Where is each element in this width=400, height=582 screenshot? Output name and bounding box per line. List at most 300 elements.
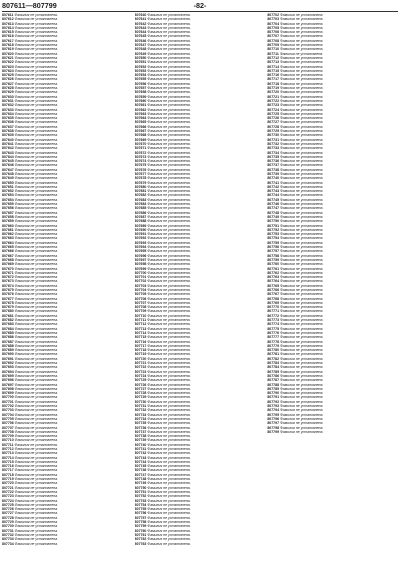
record-text: Фамилия не установлена. xyxy=(280,43,324,48)
record-number: 807676 xyxy=(2,292,14,297)
record-text: Фамилия не установлена. xyxy=(14,43,59,48)
record-text: Фамилия не установлена. xyxy=(147,378,191,383)
record-text: Фамилия не установлена. xyxy=(14,163,59,168)
record-text: Фамилия не установлена. xyxy=(147,146,191,151)
list-item xyxy=(2,542,133,546)
record-text: Фамилия не установлена. xyxy=(147,455,191,460)
record-text: Фамилия не установлена. xyxy=(14,116,59,121)
record-text: Фамилия не установлена. xyxy=(14,378,59,383)
record-number: 807785 xyxy=(267,369,280,374)
record-text: Фамилия не установлена. xyxy=(14,73,59,78)
record-number: 807728 xyxy=(267,124,280,129)
record-number: 807725 xyxy=(267,111,280,116)
record-number: 807662 xyxy=(2,232,14,237)
record-number: 807655 xyxy=(2,202,14,207)
record-number: 807754 xyxy=(267,236,280,241)
record-text: Фамилия не установлена. xyxy=(147,34,191,39)
record-text: Фамилия не установлена. xyxy=(14,270,59,275)
record-text: Фамилия не установлена. xyxy=(147,94,191,99)
record-number: 807690 xyxy=(134,227,147,232)
record-text: Фамилия не установлена. xyxy=(147,425,191,430)
record-number: 807734 xyxy=(2,541,14,546)
record-number: 807643 xyxy=(134,25,147,30)
record-text: Фамилия не установлена. xyxy=(147,73,191,78)
record-text: Фамилия не установлена. xyxy=(14,541,59,546)
record-text: Фамилия не установлена. xyxy=(14,266,59,271)
record-text: Фамилия не установлена. xyxy=(147,485,191,490)
record-number: 807647 xyxy=(2,167,14,172)
record-text: Фамилия не установлена. xyxy=(147,167,191,172)
column-2 xyxy=(135,13,266,580)
record-text: Фамилия не установлена. xyxy=(147,223,191,228)
record-text: Фамилия не установлена. xyxy=(14,288,59,292)
record-text: Фамилия не установлена. xyxy=(147,283,191,288)
record-text: Фамилия не установлена. xyxy=(147,240,191,245)
record-number: 807632 xyxy=(2,103,14,108)
record-number: 807744 xyxy=(134,459,147,464)
record-number: 807770 xyxy=(267,305,280,310)
record-text: Фамилия не установлена. xyxy=(14,455,59,460)
record-number: 807662 xyxy=(134,107,147,112)
record-number: 807657 xyxy=(134,86,147,91)
record-text: Фамилия не установлена. xyxy=(14,55,59,60)
record-text: Фамилия не установлена. xyxy=(147,206,191,211)
record-number: 807613 xyxy=(2,21,14,26)
record-number: 807721 xyxy=(2,485,14,490)
record-number: 807688 xyxy=(2,343,14,348)
record-number: 807696 xyxy=(2,378,14,383)
record-number: 807701 xyxy=(134,275,147,280)
record-number: 807717 xyxy=(134,343,147,348)
record-number: 807719 xyxy=(267,86,280,91)
record-text: Фамилия не установлена. xyxy=(14,60,59,65)
record-number: 807738 xyxy=(267,167,280,172)
record-text: Фамилия не установлена. xyxy=(280,343,324,348)
record-text: Фамилия не установлена. xyxy=(280,275,324,280)
record-text: Фамилия не установлена. xyxy=(14,94,59,99)
record-text: Фамилия не установлена. xyxy=(14,481,59,486)
record-number: 807719 xyxy=(2,477,14,482)
record-number: 807752 xyxy=(134,494,147,499)
record-number: 807699 xyxy=(2,391,14,396)
record-text: Фамилия не установлена. xyxy=(280,408,324,413)
record-number: 807771 xyxy=(267,309,280,314)
page-number: -82- xyxy=(193,1,207,10)
record-text: Фамилия не установлена. xyxy=(147,133,191,138)
record-text: Фамилия не установлена. xyxy=(280,236,324,241)
record-text: Фамилия не установлена. xyxy=(14,429,59,434)
record-text: Фамилия не установлена. xyxy=(14,412,59,417)
record-text: Фамилия не установлена. xyxy=(14,146,59,151)
record-number: 807787 xyxy=(267,378,280,383)
record-number: 807710 xyxy=(267,47,280,52)
record-text: Фамилия не установлена. xyxy=(280,98,324,103)
record-text: Фамилия не установлена. xyxy=(14,189,59,194)
record-number: 807792 xyxy=(267,399,280,404)
record-text: Фамилия не установлена. xyxy=(280,300,324,305)
record-number: 807637 xyxy=(2,124,14,129)
record-number: 807694 xyxy=(2,369,14,374)
record-number: 807702 xyxy=(2,404,14,409)
record-text: Фамилия не установлена. xyxy=(147,356,191,361)
record-number: 807693 xyxy=(2,365,14,370)
record-number: 807714 xyxy=(134,330,147,335)
record-text: Фамилия не установлена. xyxy=(147,253,191,258)
record-number: 807618 xyxy=(2,43,14,48)
record-number: 807621 xyxy=(2,55,14,60)
record-number: 807708 xyxy=(2,429,14,434)
record-number: 807679 xyxy=(2,305,14,310)
record-text: Фамилия не установлена. xyxy=(147,266,191,271)
record-text: Фамилия не установлена. xyxy=(147,55,191,60)
record-text: Фамилия не установлена. xyxy=(14,421,59,426)
record-text: Фамилия не установлена. xyxy=(147,176,191,181)
record-text: Фамилия не установлена. xyxy=(147,98,191,103)
record-number: 807672 xyxy=(2,275,14,280)
record-text: Фамилия не установлена. xyxy=(14,507,59,512)
record-text: Фамилия не установлена. xyxy=(147,408,191,413)
record-text: Фамилия не установлена. xyxy=(14,197,59,202)
record-number: 807687 xyxy=(2,339,14,344)
record-number: 807671 xyxy=(2,270,14,275)
record-number: 807728 xyxy=(2,515,14,520)
record-number: 807795 xyxy=(267,412,280,417)
record-text: Фамилия не установлена. xyxy=(147,64,191,69)
record-number: 807790 xyxy=(267,391,280,396)
record-text: Фамилия не установлена. xyxy=(14,141,59,146)
record-text: Фамилия не установлена. xyxy=(147,451,191,456)
record-number: 807677 xyxy=(134,171,147,176)
record-text: Фамилия не установлена. xyxy=(147,159,191,164)
record-text: Фамилия не установлена. xyxy=(280,146,324,151)
record-number: 807754 xyxy=(134,502,147,507)
record-number: 807718 xyxy=(2,472,14,477)
record-text: Фамилия не установлена. xyxy=(14,382,59,387)
record-text: Фамилия не установлена. xyxy=(280,292,324,297)
record-number: 807722 xyxy=(267,98,280,103)
record-number: 807796 xyxy=(267,416,280,421)
record-text: Фамилия не установлена. xyxy=(147,43,191,48)
record-text: Фамилия не установлена. xyxy=(147,279,191,284)
record-number: 807798 xyxy=(267,425,280,430)
record-text: Фамилия не установлена. xyxy=(14,98,59,103)
record-number: 807685 xyxy=(134,206,147,211)
record-text: Фамилия не установлена. xyxy=(280,129,324,134)
record-text: Фамилия не установлена. xyxy=(280,103,324,108)
record-number: 807723 xyxy=(267,103,280,108)
record-text: Фамилия не установлена. xyxy=(147,197,191,202)
record-text: Фамилия не установлена. xyxy=(280,262,324,267)
record-text: Фамилия не установлена. xyxy=(147,361,191,366)
record-number: 807732 xyxy=(267,141,280,146)
record-number: 807678 xyxy=(2,300,14,305)
record-text: Фамилия не установлена. xyxy=(14,339,59,344)
record-text: Фамилия не установлена. xyxy=(14,38,59,43)
record-number: 807705 xyxy=(134,292,147,297)
record-text: Фамилия не установлена. xyxy=(147,382,191,387)
record-text: Фамилия не установлена. xyxy=(14,408,59,413)
record-number: 807782 xyxy=(267,356,280,361)
record-text: Фамилия не установлена. xyxy=(14,21,59,26)
record-number: 807739 xyxy=(267,171,280,176)
record-number: 807693 xyxy=(134,240,147,245)
record-text: Фамилия не установлена. xyxy=(280,116,324,121)
record-number: 807702 xyxy=(134,279,147,284)
record-number: 807674 xyxy=(2,283,14,288)
record-number: 807746 xyxy=(134,468,147,473)
record-number: 807663 xyxy=(2,236,14,241)
record-text: Фамилия не установлена. xyxy=(14,416,59,421)
record-number: 807730 xyxy=(267,133,280,138)
record-text: Фамилия не установлена. xyxy=(280,365,324,370)
record-number: 807716 xyxy=(267,73,280,78)
record-number: 807688 xyxy=(134,219,147,224)
record-text: Фамилия не установлена. xyxy=(147,326,191,331)
record-text: Фамилия не установлена. xyxy=(14,520,59,525)
record-number: 807726 xyxy=(267,116,280,121)
record-number: 807698 xyxy=(2,386,14,391)
record-text: Фамилия не установлена. xyxy=(147,257,191,262)
record-text: Фамилия не установлена. xyxy=(280,141,324,146)
record-text: Фамилия не установлена. xyxy=(14,103,59,108)
record-text: Фамилия не установлена. xyxy=(14,459,59,464)
record-text: Фамилия не установлена. xyxy=(147,442,191,447)
record-number: 807669 xyxy=(134,137,147,142)
record-text: Фамилия не установлена. xyxy=(147,532,191,537)
record-number: 807668 xyxy=(134,133,147,138)
record-number: 807749 xyxy=(134,481,147,486)
record-text: Фамилия не установлена. xyxy=(280,184,324,189)
record-text: Фамилия не установлена. xyxy=(14,90,59,95)
record-number: 807725 xyxy=(2,502,14,507)
record-text: Фамилия не установлена. xyxy=(280,163,324,168)
record-number: 807756 xyxy=(267,245,280,250)
record-number: 807705 xyxy=(267,25,280,30)
record-text: Фамилия не установлена. xyxy=(280,68,324,73)
record-text: Фамилия не установлена. xyxy=(280,154,324,159)
record-text: Фамилия не установлена. xyxy=(147,270,191,275)
list-item xyxy=(135,542,266,546)
record-text: Фамилия не установлена. xyxy=(14,395,59,400)
record-text: Фамилия не установлена. xyxy=(147,313,191,318)
record-text: Фамилия не установлена. xyxy=(147,249,191,254)
record-text: Фамилия не установлена. xyxy=(147,391,191,396)
record-number: 807756 xyxy=(134,511,147,516)
record-number: 807615 xyxy=(2,30,14,35)
record-text: Фамилия не установлена. xyxy=(147,202,191,207)
record-text: Фамилия не установлена. xyxy=(147,472,191,477)
record-number: 807714 xyxy=(2,455,14,460)
record-number: 807625 xyxy=(2,73,14,78)
record-number: 807760 xyxy=(267,262,280,267)
record-number: 807652 xyxy=(134,64,147,69)
record-text: Фамилия не установлена. xyxy=(280,111,324,116)
record-text: Фамилия не установлена. xyxy=(147,300,191,305)
record-number: 807651 xyxy=(2,184,14,189)
record-number: 807679 xyxy=(134,180,147,185)
record-text: Фамилия не установлена. xyxy=(14,386,59,391)
record-text: Фамилия не установлена. xyxy=(147,348,191,353)
record-number: 807636 xyxy=(2,120,14,125)
record-text: Фамилия не установлена. xyxy=(14,442,58,447)
record-number: 807759 xyxy=(267,257,280,262)
record-number: 807706 xyxy=(267,30,280,35)
record-number: 807644 xyxy=(2,154,14,159)
record-number: 807682 xyxy=(134,193,147,198)
record-number: 807730 xyxy=(134,399,147,404)
record-number: 807708 xyxy=(134,305,147,310)
record-number: 807616 xyxy=(2,34,14,39)
record-number: 807743 xyxy=(267,189,280,194)
record-text: Фамилия не установлена. xyxy=(147,305,191,310)
record-number: 807758 xyxy=(134,520,147,525)
record-number: 807737 xyxy=(134,429,147,434)
record-number: 807667 xyxy=(2,253,14,258)
record-text: Фамилия не установлена. xyxy=(14,502,59,507)
record-number: 807655 xyxy=(134,77,147,82)
record-number: 807737 xyxy=(267,163,280,168)
record-number: 807752 xyxy=(267,227,280,232)
record-text: Фамилия не установлена. xyxy=(14,154,59,159)
record-number: 807675 xyxy=(2,288,14,292)
record-number: 807692 xyxy=(134,236,147,241)
record-number: 807726 xyxy=(134,382,147,387)
record-text: Фамилия не установлена. xyxy=(147,154,191,159)
record-number: 807731 xyxy=(134,404,147,409)
record-number: 807711 xyxy=(134,318,147,323)
record-text: Фамилия не установлена. xyxy=(147,511,191,516)
record-text: Фамилия не установлена. xyxy=(279,51,324,56)
record-number: 807779 xyxy=(267,343,280,348)
record-number: 807640 xyxy=(134,13,147,17)
record-number: 807674 xyxy=(134,159,147,164)
record-number: 807729 xyxy=(134,395,147,400)
record-number: 807654 xyxy=(134,73,147,78)
record-text: Фамилия не установлена. xyxy=(14,219,59,224)
record-number: 807706 xyxy=(2,421,14,426)
record-number: 807685 xyxy=(2,330,14,335)
record-number: 807730 xyxy=(2,524,14,529)
record-number: 807691 xyxy=(134,232,147,237)
record-number: 807687 xyxy=(134,214,147,219)
record-text: Фамилия не установлена. xyxy=(14,537,59,542)
record-number: 807740 xyxy=(267,176,280,181)
record-text: Фамилия не установлена. xyxy=(14,47,59,52)
record-text: Фамилия не установлена. xyxy=(147,232,191,237)
record-number: 807695 xyxy=(134,249,147,254)
record-number: 807638 xyxy=(2,129,14,134)
record-text: Фамилия не установлена. xyxy=(147,429,191,434)
record-text: Фамилия не установлена. xyxy=(147,60,191,65)
record-number: 807665 xyxy=(2,245,14,250)
columns xyxy=(2,13,398,580)
record-number: 807744 xyxy=(267,193,280,198)
record-text: Фамилия не установлена. xyxy=(147,214,191,219)
record-text: Фамилия не установлена. xyxy=(147,330,191,335)
record-text: Фамилия не установлена. xyxy=(14,425,59,430)
record-number: 807733 xyxy=(2,537,14,542)
record-text: Фамилия не установлена. xyxy=(280,167,324,172)
record-text: Фамилия не установлена. xyxy=(14,305,59,310)
record-text: Фамилия не установлена. xyxy=(14,279,59,284)
record-text: Фамилия не установлена. xyxy=(280,150,324,155)
record-text: Фамилия не установлена. xyxy=(147,51,191,56)
record-text: Фамилия не установлена. xyxy=(14,180,59,185)
record-number: 807704 xyxy=(134,288,147,292)
record-text: Фамилия не установлена. xyxy=(147,150,191,155)
record-number: 807723 xyxy=(134,369,147,374)
record-text: Фамилия не установлена. xyxy=(147,245,191,250)
record-text: Фамилия не установлена. xyxy=(147,21,191,26)
record-text: Фамилия не установлена. xyxy=(14,176,59,181)
record-number: 807762 xyxy=(267,270,280,275)
record-text: Фамилия не установлена. xyxy=(280,352,324,357)
column-3 xyxy=(267,13,398,580)
record-number: 807701 xyxy=(2,399,14,404)
record-number: 807713 xyxy=(267,60,280,65)
record-number: 807755 xyxy=(267,240,280,245)
record-number: 807642 xyxy=(134,21,147,26)
column-1 xyxy=(2,13,133,580)
record-text: Фамилия не установлена. xyxy=(280,257,324,262)
record-number: 807722 xyxy=(2,489,14,494)
record-number: 807668 xyxy=(2,257,14,262)
record-text: Фамилия не установлена. xyxy=(14,111,59,116)
record-text: Фамилия не установлена. xyxy=(147,103,191,108)
record-text: Фамилия не установлена. xyxy=(147,129,191,134)
record-text: Фамилия не установлена. xyxy=(14,438,59,443)
record-text: Фамилия не установлена. xyxy=(147,86,191,91)
record-text: Фамилия не установлена. xyxy=(147,446,191,451)
record-text: Фамилия не установлена. xyxy=(14,34,59,39)
record-number: 807640 xyxy=(2,137,14,142)
record-text: Фамилия не установлена. xyxy=(280,361,324,366)
record-number: 807648 xyxy=(2,171,14,176)
record-number: 807660 xyxy=(134,98,147,103)
record-number: 807776 xyxy=(267,330,280,335)
record-text: Фамилия не установлена. xyxy=(14,404,59,409)
record-text: Фамилия не установлена. xyxy=(280,202,324,207)
record-number: 807709 xyxy=(2,434,14,439)
record-text: Фамилия не установлена. xyxy=(14,171,59,176)
record-number: 807684 xyxy=(2,326,14,331)
record-text: Фамилия не установлена. xyxy=(280,330,324,335)
record-number: 807689 xyxy=(2,348,14,353)
record-number: 807707 xyxy=(2,425,14,430)
record-text: Фамилия не установлена. xyxy=(280,378,324,383)
record-text: Фамилия не установлена. xyxy=(280,86,324,91)
record-number: 807695 xyxy=(2,373,14,378)
record-text: Фамилия не установлена. xyxy=(280,197,324,202)
record-number: 807747 xyxy=(267,206,280,211)
record-number: 807711 xyxy=(267,51,279,56)
record-number: 807677 xyxy=(2,296,14,301)
record-text: Фамилия не установлена. xyxy=(280,305,324,310)
record-text: Фамилия не установлена. xyxy=(280,223,324,228)
record-number: 807646 xyxy=(2,163,14,168)
record-number: 807757 xyxy=(134,515,147,520)
record-text: Фамилия не установлена. xyxy=(280,412,324,417)
record-text: Фамилия не установлена. xyxy=(14,464,59,469)
record-text: Фамилия не установлена. xyxy=(280,124,324,129)
record-number: 807644 xyxy=(134,30,147,35)
record-number: 807671 xyxy=(134,146,147,151)
record-number: 807669 xyxy=(2,262,14,267)
record-text: Фамилия не установлена. xyxy=(147,369,191,374)
record-number: 807680 xyxy=(134,184,147,189)
record-number: 807653 xyxy=(134,68,147,73)
record-number: 807780 xyxy=(267,348,280,353)
